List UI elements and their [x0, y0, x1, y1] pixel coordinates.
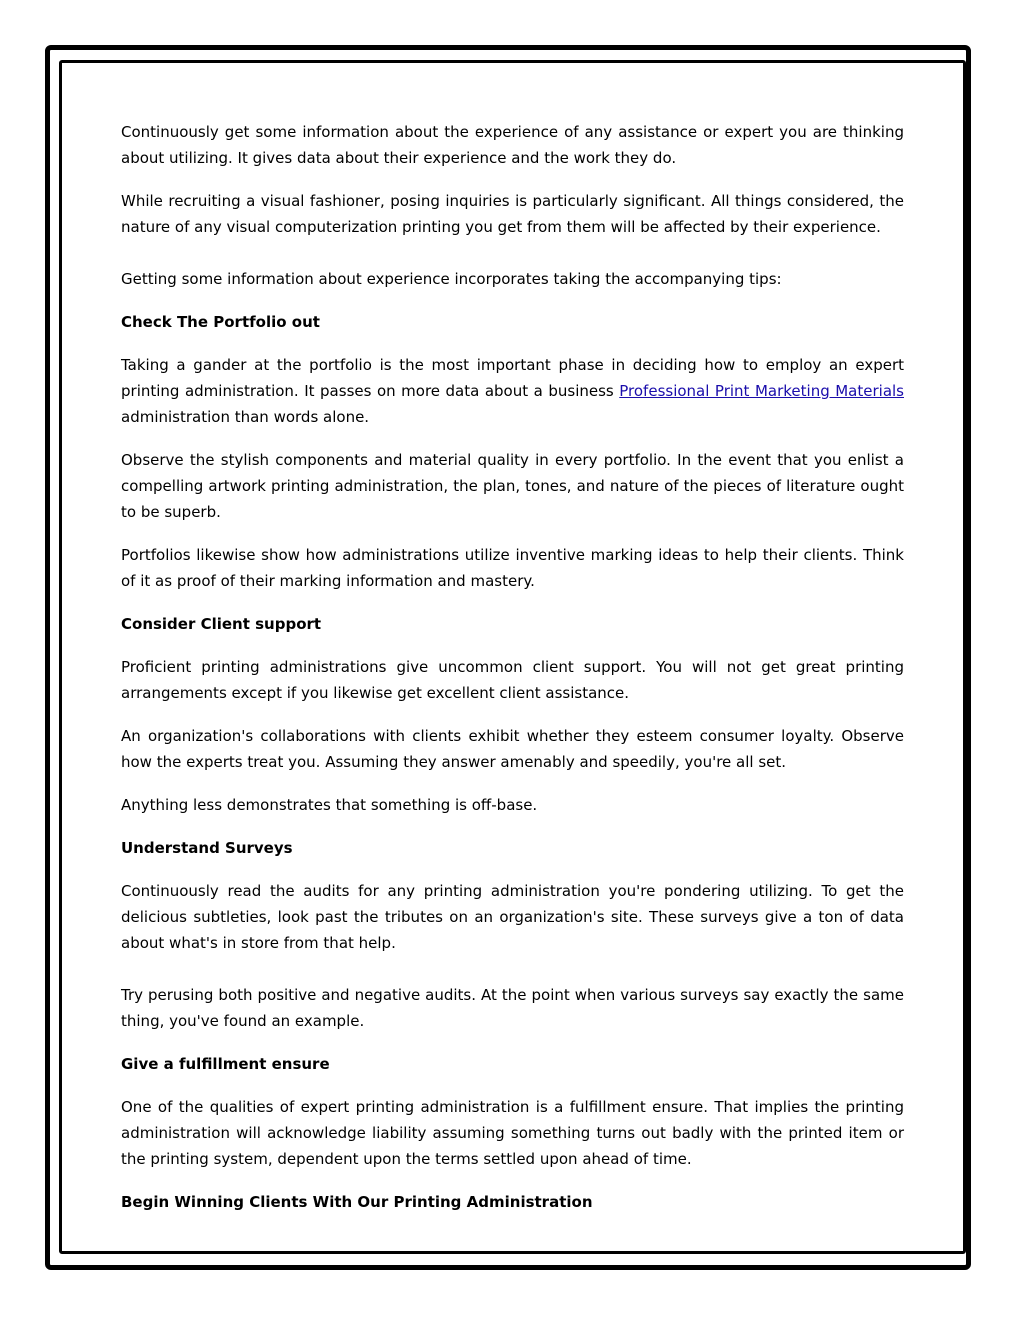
paragraph-read-audits: Continuously read the audits for any printing administration you're pondering utilizing. To get the delicious subtleties, look past the tributes on an organization's site. These surveys give a ton of data about what's in store from that help.: [121, 882, 904, 952]
heading-fulfillment: Give a fulfillment ensure: [121, 1055, 330, 1073]
heading-client-support: Consider Client support: [121, 615, 322, 633]
paragraph-portfolio: [121, 352, 904, 430]
paragraph-portfolio-text-end: administration than words alone.: [121, 408, 370, 426]
heading-portfolio: Check The Portfolio out: [121, 313, 320, 331]
paragraph-intro: Continuously get some information about the experience of any assistance or expert you are thinking about utilizing. It gives data about their experience and the work they do.: [121, 123, 904, 167]
paragraph-tips: Getting some information about experience incorporates taking the accompanying tips:: [121, 270, 782, 288]
heading-begin-winning: Begin Winning Clients With Our Printing Administration: [121, 1193, 593, 1211]
paragraph-portfolios-show: Portfolios likewise show how administrations utilize inventive marking ideas to help their clients. Think of it as proof of their marking information and mastery.: [121, 546, 904, 590]
heading-surveys: Understand Surveys: [121, 839, 293, 857]
paragraph-proficient: Proficient printing administrations give uncommon client support. You will not get great printing arrangements except if you likewise get excellent client assistance.: [121, 658, 904, 702]
paragraph-fulfillment: One of the qualities of expert printing administration is a fulfillment ensure. That implies the printing administration will acknowledge liability assuming something turns out badly with the printed item or the printing system, dependent upon the terms settled upon ahead of time.: [121, 1098, 904, 1168]
paragraph-recruiting: While recruiting a visual fashioner, posing inquiries is particularly significant. All things considered, the nature of any visual computerization printing you get from them will be affected by their experience.: [121, 192, 904, 236]
paragraph-collaborations: An organization's collaborations with clients exhibit whether they esteem consumer loyalty. Observe how the experts treat you. Assuming they answer amenably and speedily, you're all set.: [121, 727, 904, 771]
paragraph-off-base: Anything less demonstrates that something is off-base.: [121, 796, 538, 814]
print-marketing-link[interactable]: Professional Print Marketing Materials: [619, 382, 904, 400]
document-body: [121, 119, 904, 1232]
paragraph-positive-negative: Try perusing both positive and negative audits. At the point when various surveys say exactly the same thing, you've found an example.: [121, 986, 904, 1030]
paragraph-stylish-components: Observe the stylish components and material quality in every portfolio. In the event that you enlist a compelling artwork printing administration, the plan, tones, and nature of the pieces of literature ought to be superb.: [121, 451, 904, 521]
paragraph-portfolio-text-start: Taking a gander at the portfolio is the most important phase in deciding how to employ an expert printing administration. It passes on more data about a business: [121, 356, 904, 400]
